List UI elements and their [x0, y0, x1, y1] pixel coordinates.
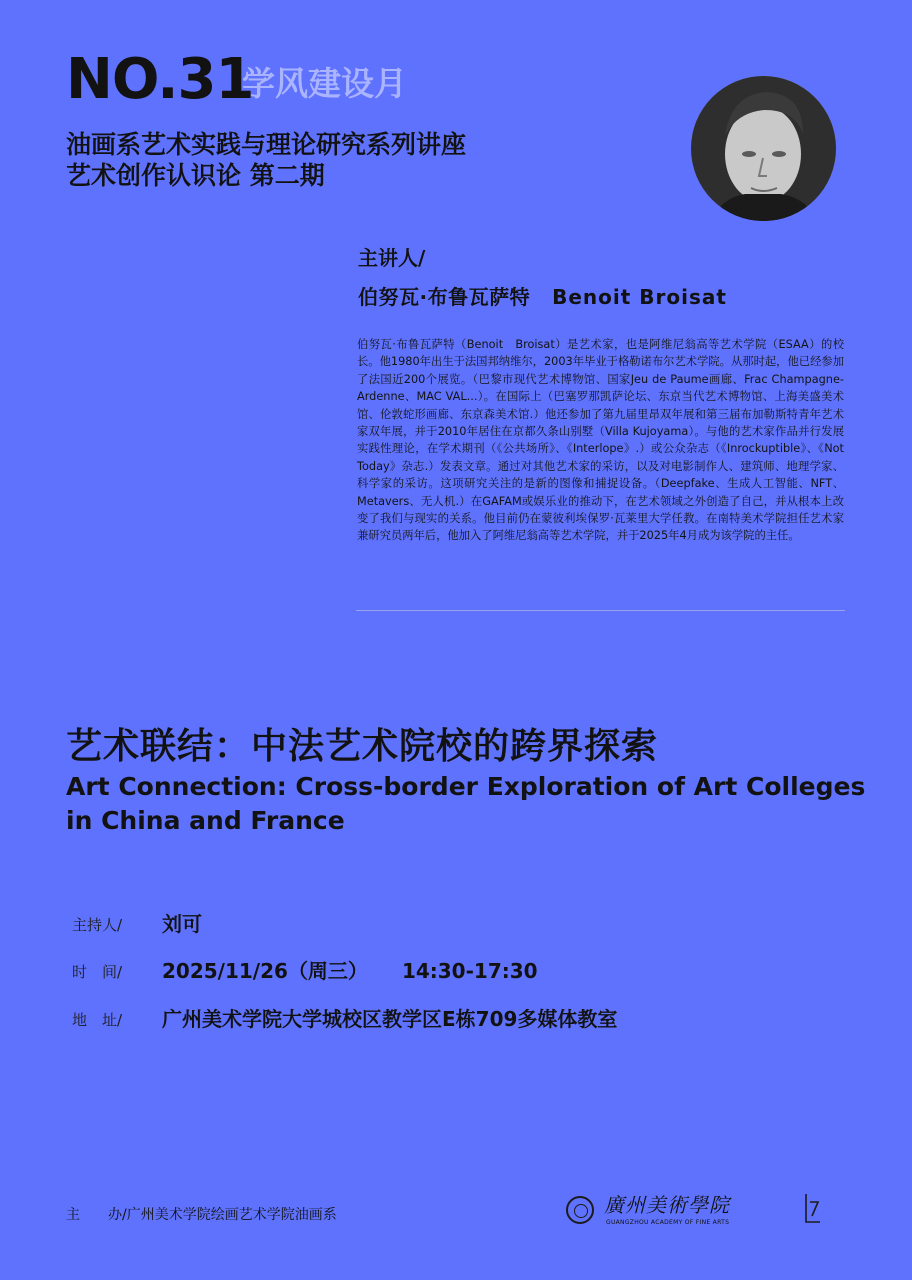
address-label: 地 址/: [72, 1011, 123, 1029]
academy-seal-icon: [566, 1196, 594, 1224]
speaker-name: [358, 283, 727, 311]
host-label: 主持人/: [72, 916, 123, 934]
divider: [356, 610, 845, 611]
speaker-bio: 伯努瓦·布鲁瓦萨特（Benoit Broisat）是艺术家，也是阿维尼翁高等艺术学院（ESAA）的校长。他1980年出生于法国邦纳维尔，2003年毕业于格勒诺布尔艺术学院。从那时起，他已经参加了法国近200个展览。（巴黎市现代艺术博物馆、国家Jeu de Paume画廊、Frac Champagne-Ardenne、MAC VAL...）。在国际上（巴塞罗那凯萨论坛、东京当代艺术博物馆、上海美盛美术馆、伦敦蛇形画廊、东京森美术馆.）他还参加了第九届里昂双年展和第三届布加勒斯特青年艺术家双年展，并于2010年居住在京都久条山别墅（Villa Kujoyama）。与他的艺术家作品并行发展实践性理论，在学术期刊（《公共场所》、《Interlope》.）或公众杂志（《Inrockuptible》、《Not Today》杂志.）发表文章。通过对其他艺术家的采访，以及对电影制作人、建筑师、地理学家、科学家的采访。这项研究关注的是新的图像和捕捉设备。（Deepfake、生成人工智能、NFT、Metavers、无人机.）在GAFAM或娱乐业的推动下，在艺术领域之外创造了自己，并从根本上改变了我们与现实的关系。他目前仍在蒙彼利埃保罗·瓦莱里大学任教。在南特美术学院担任艺术家兼研究员两年后，他加入了阿维尼翁高等艺术学院，并于2025年4月成为该学院的主任。: [357, 338, 844, 543]
series-title: 油画系艺术实践与理论研究系列讲座: [66, 130, 467, 159]
time-label: 时 间/: [72, 963, 123, 981]
lecture-title-en: Art Connection: Cross-border Exploration of Art Colleges in China and France: [66, 772, 866, 835]
academy-logo-en: GUANGZHOU ACADEMY OF FINE ARTS: [606, 1219, 730, 1226]
organizer: 主 办/广州美术学院绘画艺术学院油画系: [66, 1207, 337, 1223]
hour-range-value: 14:30-17:30: [401, 959, 538, 983]
lecture-title-cn: 艺术联结：中法艺术院校的跨界探索: [66, 726, 659, 767]
lecture-number: NO.31: [66, 47, 254, 112]
series-subtitle: 艺术创作认识论 第二期: [66, 161, 325, 190]
month-label: 学风建设月: [242, 64, 407, 103]
address-value: 广州美术学院大学城校区教学区E栋709多媒体教室: [162, 1007, 618, 1031]
time-value: [162, 957, 538, 985]
speaker-name-en: Benoit Broisat: [552, 285, 727, 309]
speaker-portrait-icon: [691, 76, 836, 221]
speaker-name-cn: 伯努瓦·布鲁瓦萨特: [358, 285, 531, 309]
host-value: 刘可: [162, 912, 202, 936]
corner-mark-icon: [804, 1192, 822, 1224]
speaker-label: 主讲人/: [358, 246, 426, 270]
date-value: 2025/11/26（周三）: [162, 959, 368, 983]
speaker-photo: [691, 76, 836, 221]
academy-logo-cn: 廣州美術學院: [604, 1193, 730, 1217]
